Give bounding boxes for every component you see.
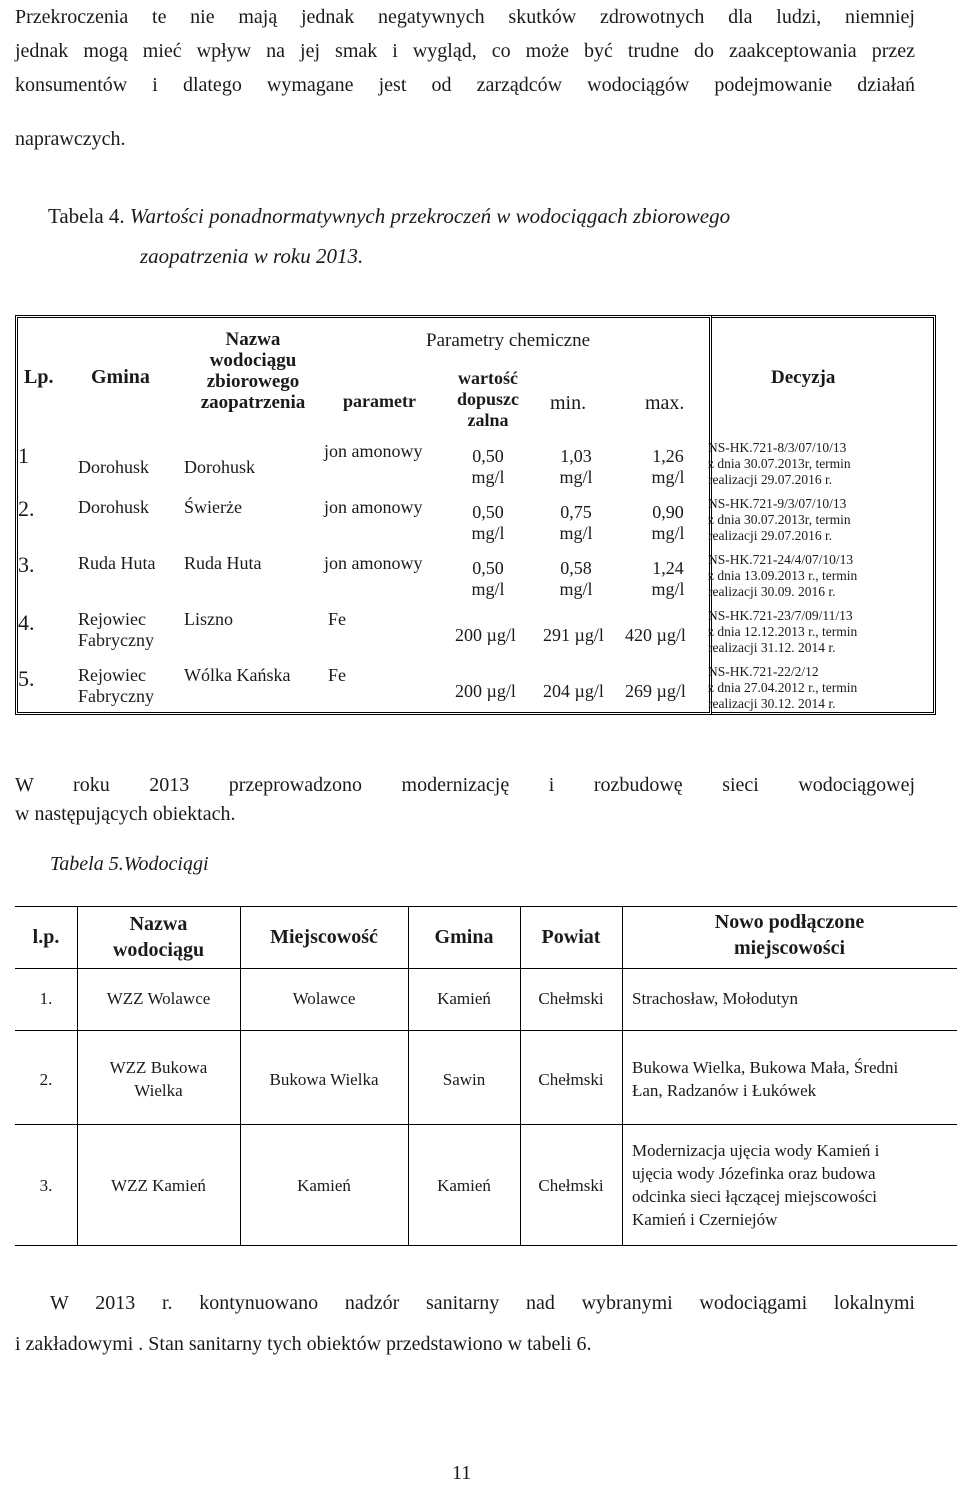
t5-row3-nowo-4: Kamień i Czerniejów [632, 1210, 778, 1229]
t5-row2-nazwa [77, 1056, 240, 1102]
t5-header-gmina: Gmina [434, 926, 494, 948]
t4-header-decyzja: Decyzja [771, 367, 836, 388]
t5-header-nowo-2: miejscowości [733, 937, 846, 959]
t5-row2-nazwa-1: WZZ Bukowa [109, 1058, 208, 1077]
t4-row2-decyzja [708, 496, 851, 544]
t4-header-nazwa [183, 329, 323, 413]
t4-row1-lp: 1 [18, 443, 29, 468]
t4-row1-parametr: jon amonowy [324, 441, 423, 461]
t4-row1-max [638, 446, 698, 488]
t5-row3-nowo-1: Modernizacja ujęcia wody Kamień i [632, 1141, 880, 1160]
t4-row4-lp: 4. [18, 610, 35, 635]
final-line-2: i zakładowymi . Stan sanitarny tych obiektów przedstawiono w tabeli 6. [15, 1333, 592, 1355]
t4-header-parametr: parametr [343, 391, 416, 411]
t5-row3-miejscowosc: Kamień [297, 1176, 351, 1195]
t4-header-min: min. [550, 392, 587, 414]
t4-row5-gmina-2: Fabryczny [78, 686, 154, 706]
t5-row3-nazwa: WZZ Kamień [111, 1176, 206, 1195]
t5-row3-lp: 3. [39, 1176, 53, 1195]
t4-header-wartosc [448, 368, 528, 431]
t5-header-nazwa-1: Nazwa [129, 913, 188, 935]
t5-row2-gmina: Sawin [442, 1070, 486, 1089]
t4-row3-decyzja [708, 552, 857, 600]
t4-row2-gmina: Dorohusk [78, 497, 149, 517]
t4-row1-wartosc-unit: mg/l [471, 467, 505, 487]
table4 [15, 315, 712, 715]
t5-row2-miejscowosc: Bukowa Wielka [269, 1070, 379, 1089]
table4-caption [48, 204, 730, 229]
t4-row3-wartosc-val: 0,50 [472, 558, 504, 578]
t4-row1-decyzja [708, 440, 851, 488]
t4-row3-decyzja-1: NS-HK.721-24/4/07/10/13 [708, 552, 854, 567]
t5-header-nowo-1: Nowo podłączone [714, 911, 865, 933]
t4-row4-decyzja-3: realizacji 31.12. 2014 r. [708, 640, 836, 655]
t4-row4-gmina-1: Rejowiec [78, 609, 146, 629]
t5-header-nowo [622, 909, 957, 961]
t5-row2-lp: 2. [39, 1070, 53, 1089]
t4-row5-lp: 5. [18, 666, 35, 691]
t4-row2-decyzja-1: NS-HK.721-9/3/07/10/13 [708, 496, 847, 511]
t5-row1-miejscowosc: Wolawce [292, 989, 356, 1008]
t5-row2-nowo [632, 1056, 954, 1102]
t4-row2-max-val: 0,90 [652, 502, 684, 522]
t4-row1-decyzja-2: z dnia 30.07.2013r, termin [708, 456, 851, 471]
t5-row2-powiat: Chełmski [538, 1070, 604, 1089]
page-number: 11 [452, 1462, 472, 1484]
t4-row2-min [546, 502, 606, 544]
t4-row2-decyzja-2: z dnia 30.07.2013r, termin [708, 512, 851, 527]
t4-row3-decyzja-3: realizacji 30.09. 2016 r. [708, 584, 836, 599]
t4-row5-decyzja-1: NS-HK.721-22/2/12 [708, 664, 819, 679]
t4-row2-wartosc-val: 0,50 [472, 502, 504, 522]
t4-row5-min: 204 µg/l [543, 681, 604, 701]
t4-row5-decyzja-2: z dnia 27.04.2012 r., termin [708, 680, 858, 695]
t4-row5-max: 269 µg/l [625, 681, 686, 701]
t4-row5-parametr: Fe [328, 665, 346, 685]
t4-row1-max-val: 1,26 [652, 446, 684, 466]
table4-caption-text: Wartości ponadnormatywnych przekroczeń w wodociągach zbiorowego [129, 204, 731, 228]
t4-row4-decyzja-1: NS-HK.721-23/7/09/11/13 [708, 608, 853, 623]
t4-header-wartosc-3: zalna [467, 410, 509, 430]
table4-caption-line2: zaopatrzenia w roku 2013. [140, 244, 364, 268]
t4-row4-decyzja-2: z dnia 12.12.2013 r., termin [708, 624, 858, 639]
intro-line-3: konsumentów i dlatego wymagane jest od zarządców wodociągów podejmowanie działań [15, 74, 915, 96]
table5 [15, 906, 957, 1246]
t4-header-nazwa-1: Nazwa [225, 329, 281, 350]
t4-row4-wartosc: 200 µg/l [455, 625, 516, 645]
t5-row1-nowo: Strachosław, Mołodutyn [632, 989, 799, 1008]
t4-row2-max [638, 502, 698, 544]
t4-row5-gmina [78, 665, 154, 707]
t5-header-nazwa-2: wodociągu [112, 939, 205, 961]
t4-header-wartosc-1: wartość [458, 368, 518, 388]
t4-header-nazwa-3: zbiorowego [206, 371, 300, 392]
t5-row1-lp: 1. [39, 989, 53, 1008]
t5-row2-nazwa-2: Wielka [134, 1081, 183, 1100]
t5-header-lp: l.p. [32, 926, 60, 948]
t4-row4-parametr: Fe [328, 609, 346, 629]
t4-header-parametry: Parametry chemiczne [426, 330, 591, 351]
t4-row3-max-unit: mg/l [651, 579, 685, 599]
t4-row5-decyzja-3: realizacji 30.12. 2014 r. [708, 696, 836, 711]
t5-header-nazwa [77, 911, 240, 963]
t4-row2-decyzja-3: realizacji 29.07.2016 r. [708, 528, 833, 543]
t4-row3-lp: 3. [18, 552, 35, 577]
t5-row2-nowo-2: Łan, Radzanów i Łukówek [632, 1081, 817, 1100]
t4-row3-min [546, 558, 606, 600]
t4-row3-max [638, 558, 698, 600]
t4-row3-min-val: 0,58 [560, 558, 592, 578]
t4-row1-max-unit: mg/l [651, 467, 685, 487]
t4-row1-gmina: Dorohusk [78, 457, 149, 477]
intro-line-2: jednak mogą mieć wpływ na jej smak i wygląd, co może być trudne do zaakceptowania przez [15, 40, 915, 62]
t4-row1-wartosc [458, 446, 518, 488]
t4-row3-nazwa: Ruda Huta [184, 553, 262, 573]
t4-header-nazwa-4: zaopatrzenia [200, 392, 306, 413]
t4-row4-decyzja [708, 608, 857, 656]
t4-header-max: max. [645, 392, 685, 414]
t4-row2-nazwa: Świerże [184, 497, 242, 517]
t4-row3-wartosc-unit: mg/l [471, 579, 505, 599]
t5-row3-nowo [632, 1139, 954, 1231]
t4-row2-wartosc [458, 502, 518, 544]
t5-row3-nowo-3: odcinka sieci łączącej miejscowości [632, 1187, 877, 1206]
t4-row3-gmina: Ruda Huta [78, 553, 156, 573]
table5-caption: Tabela 5.Wodociągi [50, 853, 209, 875]
t4-header-nazwa-2: wodociągu [209, 350, 297, 371]
table4-decyzja-box [708, 315, 936, 715]
t5-row3-gmina: Kamień [437, 1176, 491, 1195]
final-line-1: W 2013 r. kontynuowano nadzór sanitarny nad wybranymi wodociągami lokalnymi [50, 1292, 915, 1314]
t4-row2-parametr: jon amonowy [324, 497, 423, 517]
t5-row1-gmina: Kamień [437, 989, 491, 1008]
t4-row3-decyzja-2: z dnia 13.09.2013 r., termin [708, 568, 858, 583]
t4-row3-wartosc [458, 558, 518, 600]
t4-header-wartosc-2: dopuszc [456, 389, 519, 409]
t4-header-gmina: Gmina [91, 366, 150, 388]
t4-row2-min-val: 0,75 [560, 502, 592, 522]
t5-header-miejscowosc: Miejscowość [270, 926, 378, 948]
t4-row1-min-unit: mg/l [559, 467, 593, 487]
t4-row1-decyzja-3: realizacji 29.07.2016 r. [708, 472, 833, 487]
t4-row1-min [546, 446, 606, 488]
t4-row1-nazwa: Dorohusk [184, 457, 255, 477]
t5-row3-nowo-2: ujęcia wody Józefinka oraz budowa [632, 1164, 876, 1183]
t4-row2-min-unit: mg/l [559, 523, 593, 543]
t5-row2-nowo-1: Bukowa Wielka, Bukowa Mała, Średni [632, 1058, 899, 1077]
t5-row1-powiat: Chełmski [538, 989, 604, 1008]
table4-caption-lead: Tabela 4. [48, 204, 125, 228]
t5-row3-powiat: Chełmski [538, 1176, 604, 1195]
t4-row4-gmina-2: Fabryczny [78, 630, 154, 650]
t4-row2-max-unit: mg/l [651, 523, 685, 543]
t4-row3-min-unit: mg/l [559, 579, 593, 599]
t5-row1-nazwa: WZZ Wolawce [106, 989, 211, 1008]
t5-header-powiat: Powiat [541, 926, 601, 948]
t4-row5-gmina-1: Rejowiec [78, 665, 146, 685]
t4-row1-min-val: 1,03 [560, 446, 592, 466]
t4-row1-wartosc-val: 0,50 [472, 446, 504, 466]
t4-row4-gmina [78, 609, 154, 651]
t4-row5-decyzja [708, 664, 857, 712]
t4-row4-max: 420 µg/l [625, 625, 686, 645]
t4-row5-wartosc: 200 µg/l [455, 681, 516, 701]
middle-line-1: W roku 2013 przeprowadzono modernizację i rozbudowę sieci wodociągowej [15, 774, 915, 796]
t4-row3-max-val: 1,24 [652, 558, 684, 578]
middle-line-2: w następujących obiektach. [15, 803, 236, 825]
t4-row5-nazwa: Wólka Kańska [184, 665, 291, 685]
t4-row2-wartosc-unit: mg/l [471, 523, 505, 543]
t4-row3-parametr: jon amonowy [324, 553, 423, 573]
t4-row1-decyzja-1: NS-HK.721-8/3/07/10/13 [708, 440, 847, 455]
t4-row4-min: 291 µg/l [543, 625, 604, 645]
t4-row2-lp: 2. [18, 496, 35, 521]
t4-row4-nazwa: Liszno [184, 609, 233, 629]
intro-line-4: naprawczych. [15, 128, 126, 150]
t4-header-lp: Lp. [24, 366, 54, 388]
intro-line-1: Przekroczenia te nie mają jednak negatywnych skutków zdrowotnych dla ludzi, niemniej [15, 6, 915, 28]
